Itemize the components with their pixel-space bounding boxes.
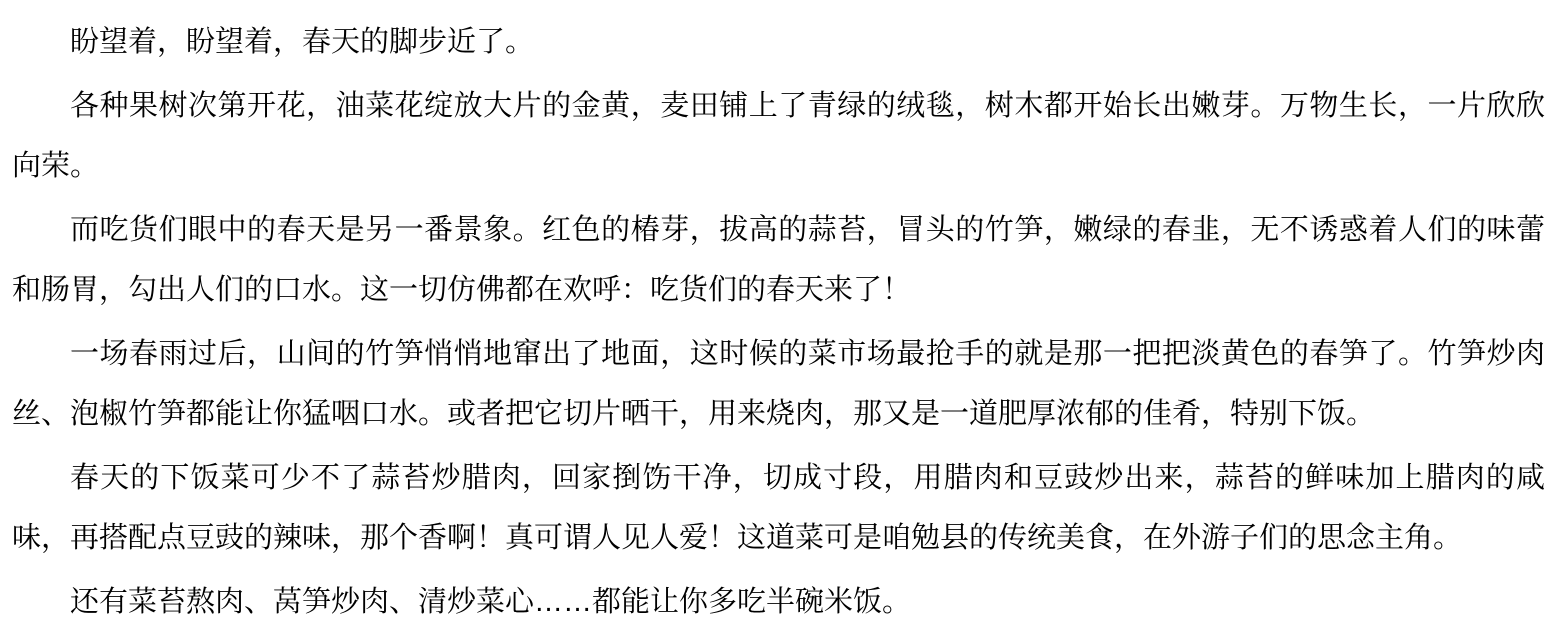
paragraph-6: 还有菜苔熬肉、莴笋炒肉、清炒菜心……都能让你多吃半碗米饭。 — [70, 586, 912, 618]
paragraph-1: 盼望着，盼望着，春天的脚步近了。 — [70, 26, 535, 58]
paragraph-3: 而吃货们眼中的春天是另一番景象。红色的椿芽，拔高的蒜苔，冒头的竹笋，嫩绿的春韭，无不诱惑着人们的味蕾和肠胃，勾出人们的口水。这一切仿佛都在欢呼：吃货们的春天来了！ — [12, 214, 1545, 306]
paragraph-5: 春天的下饭菜可少不了蒜苔炒腊肉，回家捯饬干净，切成寸段，用腊肉和豆豉炒出来，蒜苔的鲜味加上腊肉的咸味，再搭配点豆豉的辣味，那个香啊！真可谓人见人爱！这道菜可是咱勉县的传统美食，在外游子们的思念主角。 — [12, 462, 1545, 554]
paragraph-4: 一场春雨过后，山间的竹笋悄悄地窜出了地面，这时候的菜市场最抢手的就是那一把把淡黄色的春笋了。竹笋炒肉丝、泡椒竹笋都能让你猛咽口水。或者把它切片晒干，用来烧肉，那又是一道肥厚浓郁的佳肴，特别下饭。 — [12, 338, 1545, 430]
paragraph-2: 各种果树次第开花，油菜花绽放大片的金黄，麦田铺上了青绿的绒毯，树木都开始长出嫩芽。万物生长，一片欣欣向荣。 — [12, 90, 1545, 182]
